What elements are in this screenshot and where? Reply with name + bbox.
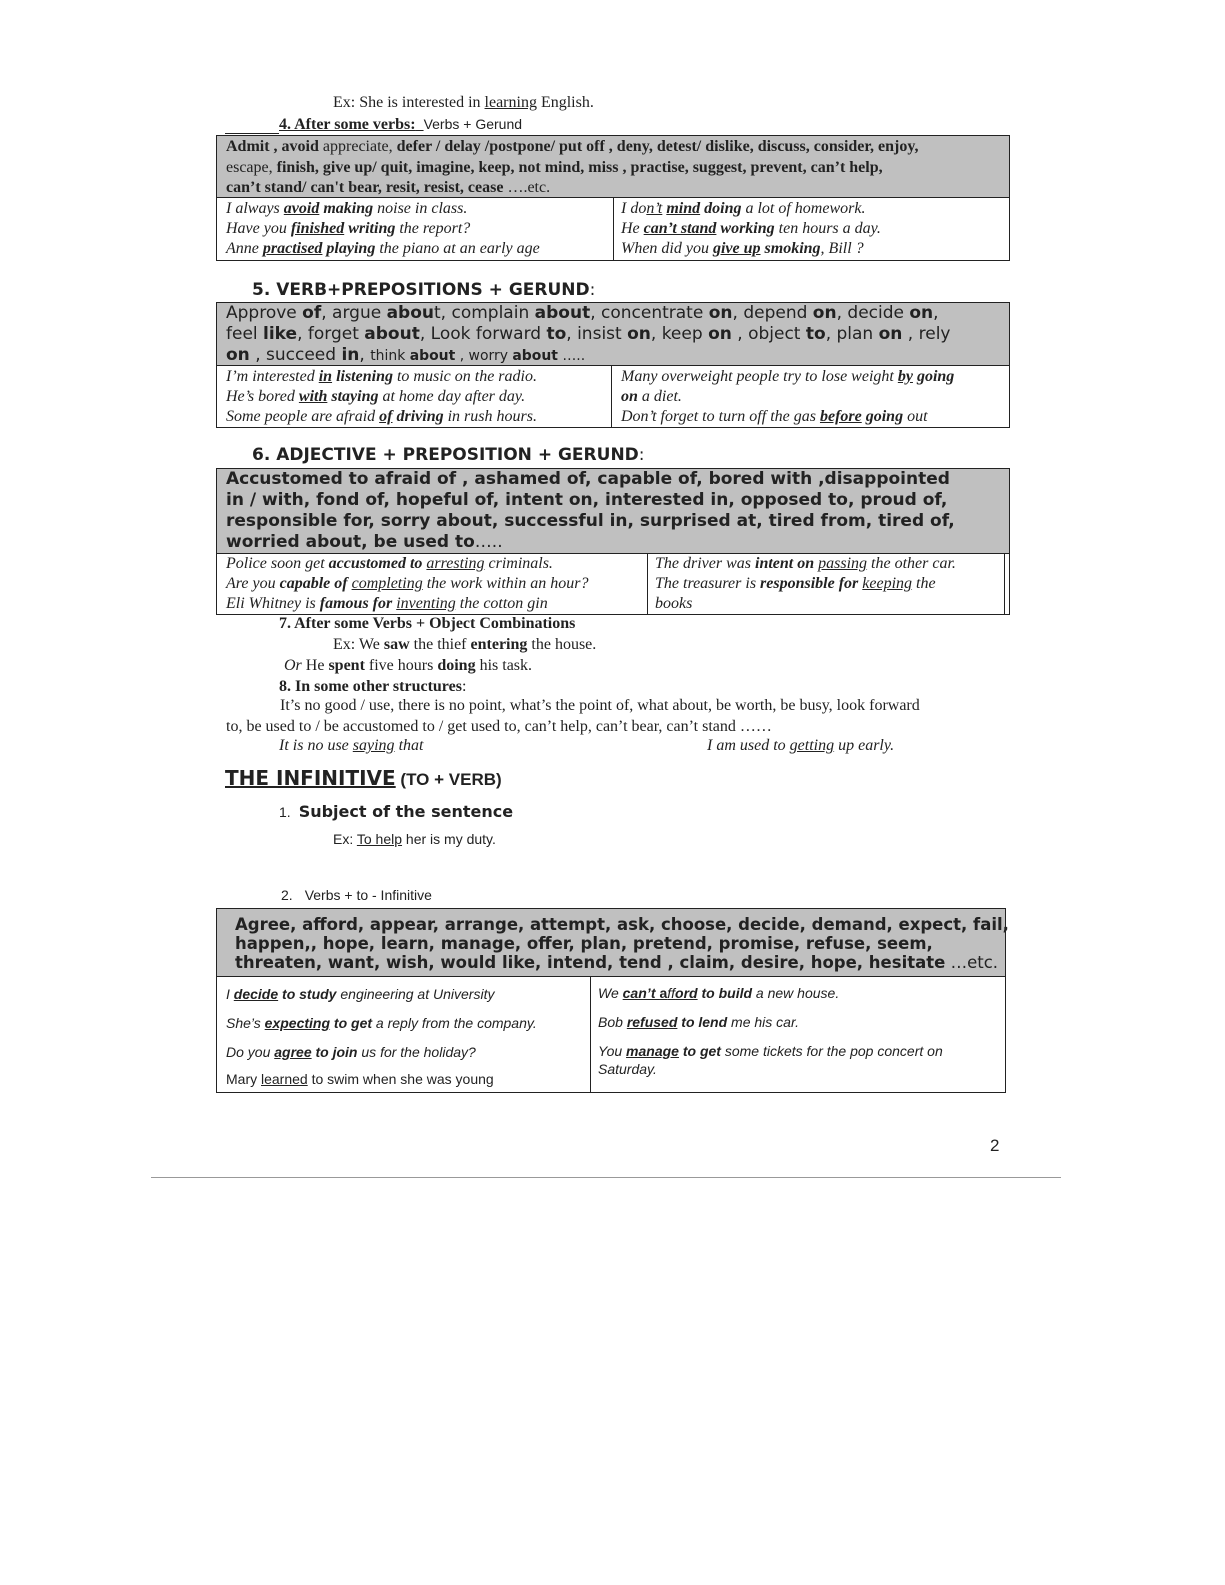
text-segment: famous for [319,595,393,612]
section-7-heading: 7. After some Verbs + Object Combinations [279,615,576,632]
text-segment: appreciate, [318,138,397,155]
text-segment: , plan [825,324,879,344]
section-4-examples-right [621,199,881,259]
text-segment: , argue [321,303,387,323]
text-segment: n’t [646,200,663,217]
text-segment: about [409,348,456,364]
text-segment: Bob [598,1014,627,1030]
text-segment: to [805,324,826,344]
text-segment: ….etc. [503,179,551,196]
text-segment: ord [675,985,698,1001]
text-segment: You [598,1043,627,1059]
text-segment: , [933,303,939,323]
infinitive-verb-list [217,909,1009,977]
text-segment: Approve [226,303,303,323]
text-segment: , keep [650,324,709,344]
text-segment: staying [331,388,379,405]
text-segment: like [263,324,298,344]
text-segment: intent on [755,555,815,572]
text-segment: in rush hours. [443,408,537,425]
section-8-line-1: It’s no good / use, there is no point, what’s the point of, what about, be worth, be busy, look forward [280,697,920,714]
text-segment: Mary [226,1071,261,1087]
text-segment: He [621,220,644,237]
text-segment: Admit , avoid [226,138,319,155]
text-segment: to swim when she was young [307,1071,494,1087]
text-segment: , decide [836,303,910,323]
text-segment: in [318,368,333,385]
text-segment: a diet. [637,388,682,405]
infinitive-examples-right [598,985,943,1077]
text-segment: mind [666,200,701,217]
text-segment: about [512,348,558,364]
text-segment: at home day after day. [378,388,526,405]
text-segment: , Look forward [419,324,547,344]
text-segment: finish, give up/ quit, imagine, keep, not mind, miss , practise, suggest, prevent, can’t help, [276,158,883,176]
infinitive-item-1: 1. Subject of the sentence [279,802,514,821]
text-segment: writing [348,220,396,237]
text-segment: , rely [902,324,951,344]
text-segment: that [394,737,424,754]
text-segment: keeping [862,575,913,592]
text-segment: t, complain [434,303,535,323]
text-segment: expecting [264,1015,331,1031]
text-segment: Don’t forget to turn off the gas [621,408,820,425]
infinitive-table [216,908,1009,1093]
text-segment: a lot of homework. [741,200,866,217]
text-segment: of [302,303,322,323]
text-segment: worried about, be used to [226,532,475,552]
text-segment: in / with, fond of, hopeful of, intent on, interested in, opposed to, proud of, [226,490,948,510]
text-segment: passing [818,555,868,572]
text-segment: criminals. [484,555,553,572]
text-segment: Police soon get [226,555,329,572]
text-segment: some tickets for the pop concert on [720,1043,943,1059]
section-5-examples-left [226,367,537,427]
text-segment: a reply from the company. [372,1015,537,1031]
text-segment: …etc. [945,953,999,972]
text-segment: , insist [566,324,628,344]
text-segment: a [659,985,668,1001]
text-segment: think [370,348,410,364]
text-segment: to [546,324,567,344]
section-7-example-or [284,657,532,675]
text-segment: in [341,345,360,365]
text-segment: doing [437,657,476,674]
text-segment: to music on the radio. [392,368,537,385]
infinitive-examples-left [226,986,537,1087]
text-segment: to build [701,985,753,1001]
text-segment: It is no use [279,737,353,754]
text-segment: spent [328,657,365,674]
text-segment: Are you [226,575,280,592]
text-segment: of [379,408,393,425]
text-segment: ….. [557,348,586,364]
section-7-example [333,636,596,654]
text-segment: refused [626,1014,678,1030]
section-6-examples-left [226,554,588,614]
text-segment: about [534,303,591,323]
text-segment: practised [262,240,323,257]
text-segment: arresting [426,555,485,572]
text-segment: , succeed [249,345,342,365]
text-segment: with [298,388,328,405]
text-segment: us for the holiday? [357,1044,476,1060]
section-8-heading: 8. In some other structures: [279,678,467,695]
text-segment: the [912,575,936,592]
text-segment: , worry [455,348,513,364]
section-6-adjective-list [217,469,1009,554]
text-segment: Accustomed to afraid of , ashamed of, capable of, bored with ,disappointed [226,469,950,489]
text-segment: manage [626,1043,679,1059]
text-segment: the cotton gin [455,595,548,612]
text-segment: , Bill ? [820,240,864,257]
text-segment: Have you [226,220,291,237]
text-segment: escape, [226,158,277,176]
text-segment: decide [233,986,279,1002]
section-4-table [216,135,1010,261]
text-segment: Agree, afford, appear, arrange, attempt, ask, choose, decide, demand, expect, fail, [235,915,1009,934]
text-segment: the house. [527,636,597,653]
text-segment: five hours [364,657,438,674]
text-segment: I am used to [707,737,790,754]
text-segment: She’s [226,1015,265,1031]
text-segment: can’t [622,985,660,1001]
text-segment: on [708,324,732,344]
text-segment: The treasurer is [655,575,761,592]
text-segment: , concentrate [590,303,709,323]
section-5-examples-right [621,367,954,427]
text-segment: on [708,303,733,323]
text-segment: driving [396,408,444,425]
text-segment: I’m interested [226,368,319,385]
text-segment: to get [682,1043,721,1059]
section-4-examples-left [226,199,540,259]
text-segment: abou [386,303,435,323]
text-segment: defer / delay /postpone/ put off , deny, detest/ dislike, discuss, consider, enjoy, [396,138,919,155]
text-segment: I always [226,200,284,217]
text-segment: engineering at University [336,986,495,1002]
text-segment: entering [470,636,528,653]
text-segment: working [720,220,775,237]
text-segment: to get [333,1015,373,1031]
text-segment: Saturday. [598,1061,657,1077]
text-segment: the piano at an early age [375,240,540,257]
section-5-heading: 5. VERB+PREPOSITIONS + GERUND: [252,280,596,300]
text-segment: on [621,388,638,405]
text-segment: can’t stand/ can't bear, resit, resist, cease [226,179,504,196]
text-segment: before [819,408,862,425]
text-segment: about [364,324,420,344]
text-segment: can’t stand [643,220,717,237]
text-segment: on [909,303,934,323]
text-segment: Ex: We [333,636,384,653]
text-segment: feel [226,324,264,344]
text-segment: to lend [681,1014,728,1030]
text-segment: capable of [279,575,348,592]
page-number: 2 [990,1136,1000,1155]
text-segment: finished [290,220,345,237]
text-segment: , depend [732,303,813,323]
text-segment: completing [351,575,423,592]
text-segment: to study [282,986,337,1002]
section-8-example-left [279,737,423,755]
text-segment: on [627,324,651,344]
text-segment: The driver was [655,555,755,572]
section-5-table [216,302,1010,428]
text-segment: the other car. [867,555,956,572]
text-segment: going [865,408,904,425]
text-segment: saw [383,636,410,653]
section-8-example-right [707,737,894,755]
text-segment: He [301,657,329,674]
section-6-examples-right [655,554,956,614]
text-segment: books [655,595,693,612]
text-segment: inventing [396,595,456,612]
text-segment: saying [352,737,395,754]
section-4-heading: 4. After some verbs: Verbs + Gerund [225,116,522,134]
infinitive-item-1-example: Ex: To help her is my duty. [333,831,496,847]
text-segment: a new house. [752,985,840,1001]
text-segment: ff [667,985,676,1001]
text-segment: , [359,345,371,365]
text-segment: ….. [474,532,503,552]
text-segment: avoid [283,200,320,217]
section-5-verb-list [217,303,1009,366]
text-segment: playing [326,240,376,257]
text-segment: Anne [226,240,263,257]
text-segment: the report? [395,220,471,237]
text-segment: threaten, want, wish, would like, intend, tend , claim, desire, hope, hesitate [235,953,946,972]
text-segment: , forget [297,324,365,344]
text-segment: up early. [834,737,895,754]
text-segment: me his car. [727,1014,800,1030]
text-segment: responsible for, sorry about, successful in, surprised at, tired from, tired of, [226,511,955,531]
text-segment: I do [621,200,647,217]
text-segment: responsible for [760,575,859,592]
text-segment: He’s bored [226,388,299,405]
text-segment: his task. [475,657,533,674]
top-example: Ex: She is interested in learning English. [333,94,594,111]
text-segment: the work within an hour? [422,575,589,592]
text-segment: ten hours a day. [774,220,881,237]
section-8-line-2: to, be used to / be accustomed to / get used to, can’t help, can’t bear, can’t stand …… [226,718,772,735]
text-segment: the thief [409,636,471,653]
text-segment: making [323,200,374,217]
text-segment: agree [274,1044,312,1060]
text-segment: Some people are afraid [226,408,380,425]
text-segment: out [903,408,928,425]
text-segment: Many overweight people try to lose weight [621,368,898,385]
section-6-table [216,468,1010,615]
text-segment: Do you [226,1044,275,1060]
text-segment: smoking [764,240,821,257]
text-segment: to join [315,1044,358,1060]
text-segment: doing [704,200,742,217]
text-segment: going [916,368,955,385]
text-segment: We [598,985,623,1001]
text-segment: When did you [621,240,713,257]
infinitive-title: THE INFINITIVE (TO + VERB) [225,766,502,790]
text-segment: noise in class. [373,200,468,217]
text-segment: Or [284,657,302,674]
page-footer-rule [151,1177,1061,1178]
text-segment: I [226,986,234,1002]
text-segment: happen,, hope, learn, manage, offer, plan, pretend, promise, refuse, seem, [235,934,933,953]
text-segment: learned [261,1071,308,1087]
text-segment: on [812,303,837,323]
text-segment: on [878,324,903,344]
text-segment: getting [789,737,835,754]
text-segment: by [897,368,913,385]
text-segment: on [226,345,250,365]
section-6-heading: 6. ADJECTIVE + PREPOSITION + GERUND: [252,445,645,465]
text-segment: listening [336,368,393,385]
text-segment: give up [712,240,761,257]
infinitive-item-2: 2. Verbs + to - Infinitive [281,887,432,903]
section-4-verb-list [217,136,1009,198]
text-segment: accustomed to [328,555,423,572]
text-segment: Eli Whitney is [226,595,320,612]
text-segment: , object [731,324,806,344]
